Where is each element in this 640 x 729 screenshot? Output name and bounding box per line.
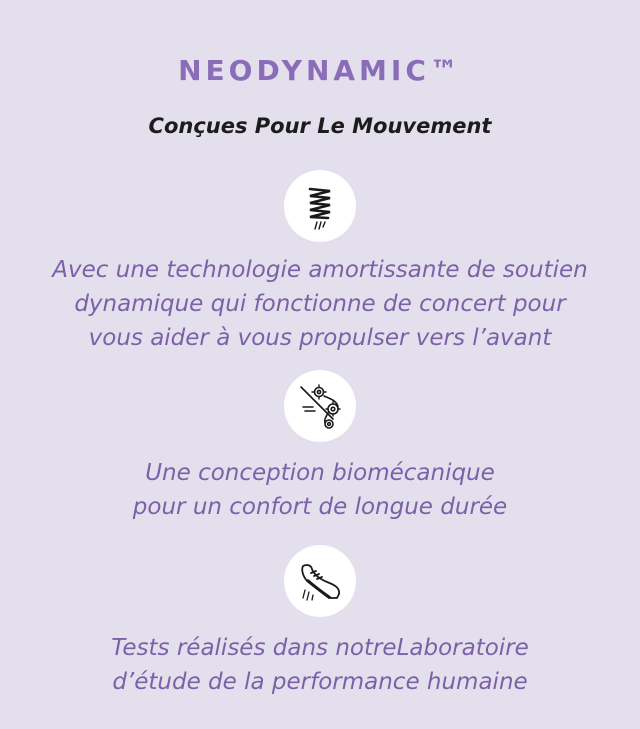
brand-title: NEODYNAMIC™: [178, 54, 462, 87]
running-shoe-icon: [293, 554, 347, 608]
biomechanical-gears-icon: [293, 379, 347, 433]
feature-2-icon-badge: [284, 370, 356, 442]
spring-icon: [293, 179, 347, 233]
feature-1-icon-badge: [284, 170, 356, 242]
feature-2-text: Une conception biomécanique pour un confort de longue durée: [132, 460, 508, 520]
feature-3-icon-badge: [284, 545, 356, 617]
feature-1-text: Avec une technologie amortissante de soutien dynamique qui fonctionne de concert pour vous aider à vous propulser vers l’avant: [52, 257, 588, 351]
feature-3-text: Tests réalisés dans notreLaboratoire d’étude de la performance humaine: [111, 635, 529, 695]
page-subtitle: Conçues Pour Le Mouvement: [148, 114, 492, 138]
